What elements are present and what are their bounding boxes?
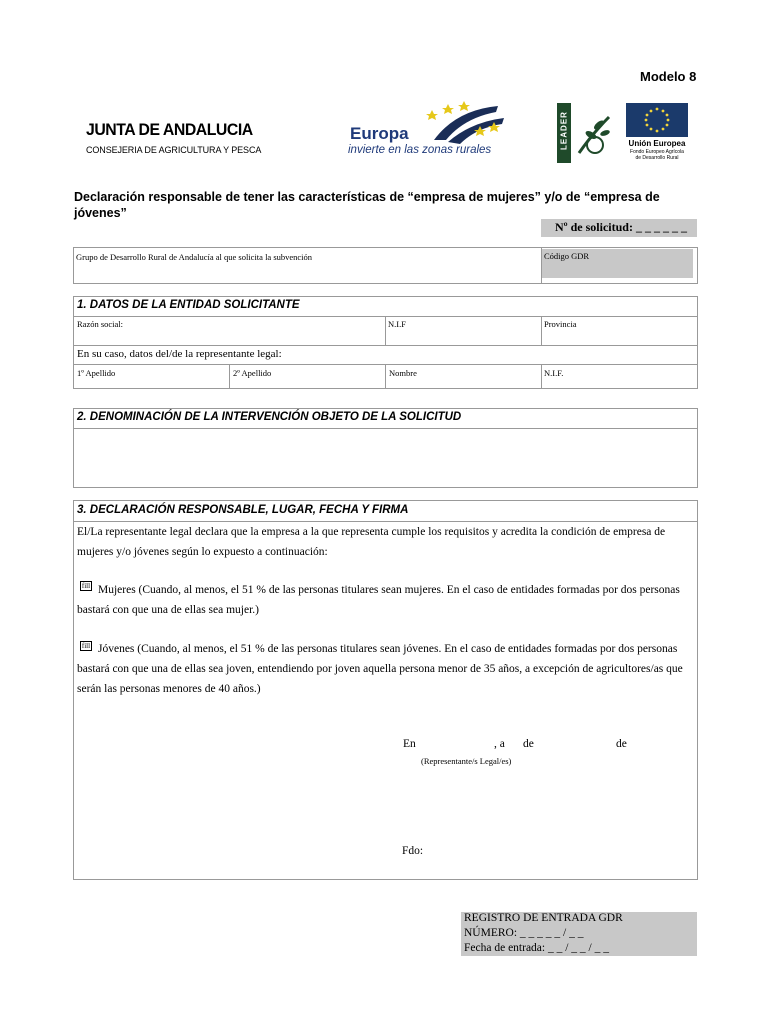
fdo-input[interactable] [430,844,690,860]
grupo-label: Grupo de Desarrollo Rural de Andalucía al que solicita la subvención [76,252,313,262]
provincia-label: Provincia [544,319,577,329]
europa-subtitle: invierte en las zonas rurales [348,144,492,156]
registro-numero: NÚMERO: _ _ _ _ _ / _ _ [464,927,584,939]
lugar-en-label: En [403,738,416,750]
intervencion-input[interactable] [74,429,697,487]
modelo-label: Modelo 8 [640,69,697,84]
section1-title: 1. DATOS DE LA ENTIDAD SOLICITANTE [77,299,300,311]
nif2-label: N.I.F. [544,368,564,378]
europa-logo [346,98,516,160]
ue-line1: Fondo Europeo Agrícola [630,149,684,155]
representante-legal-label: (Representante/s Legal/es) [421,756,512,766]
jovenes-line1: Jóvenes (Cuando, al menos, el 51 % de las personas titulares sean jóvenes. En el caso de entidades formadas por dos personas [98,643,678,655]
document-title-line2: jóvenes” [74,206,127,220]
fecha-de1-label: de [523,738,534,750]
ue-title: Unión Europea [628,139,686,148]
ue-line2: de Desarrollo Rural [635,155,679,161]
razon-social-label: Razón social: [77,319,124,329]
nombre-label: Nombre [389,368,417,378]
nombre-input[interactable] [386,378,540,388]
junta-title: JUNTA DE ANDALUCIA [86,120,253,139]
representante-label: En su caso, datos del/de la representante legal: [77,348,282,360]
apellido2-input[interactable] [230,378,384,388]
registro-title: REGISTRO DE ENTRADA GDR [464,912,623,924]
europa-title: Europa [350,124,409,143]
solicitud-label: Nº de solicitud: _ _ _ _ _ _ [555,220,687,234]
document-title-line1: Declaración responsable de tener las características de “empresa de mujeres” y/o de “empresa de [74,190,660,204]
fecha-de2-label: de [616,738,627,750]
apellido2-label: 2º Apellido [233,368,272,378]
fdo-label: Fdo: [402,845,424,857]
mujeres-line1: Mujeres (Cuando, al menos, el 51 % de las personas titulares sean mujeres. En el caso de entidades formadas por dos personas [98,584,680,596]
firma-area[interactable] [400,775,690,840]
nif2-input[interactable] [542,378,697,388]
jovenes-checkbox[interactable]: fill [81,642,91,650]
grupo-input[interactable] [74,262,540,282]
intro-line2: mujeres y/o jóvenes según lo expuesto a continuación: [77,546,328,558]
jovenes-line2: bastará con que una de ellas sea joven, entendiendo por joven aquella persona menor de 35 años, a excepción de agricultores/as que [77,663,683,675]
registro-fecha: Fecha de entrada: _ _ / _ _ / _ _ [464,942,609,954]
junta-logo [86,120,265,155]
section3-title: 3. DECLARACIÓN RESPONSABLE, LUGAR, FECHA Y FIRMA [77,504,409,516]
section2-title: 2. DENOMINACIÓN DE LA INTERVENCIÓN OBJETO DE LA SOLICITUD [77,411,462,423]
eu-flag-icon [626,103,688,137]
intro-line1: El/La representante legal declara que la empresa a la que representa cumple los requisitos y acredita la condición de empresa de [77,526,666,538]
codigo-label: Código GDR [544,251,590,261]
jovenes-line3: serán las personas menores de 40 años.) [77,683,261,695]
dia-input[interactable] [506,737,522,753]
ue-logo [625,103,689,163]
nif-label: N.I.F [388,319,406,329]
leaf-icon [571,103,616,163]
nif-input[interactable] [386,330,540,344]
leader-logo [557,103,616,163]
junta-subtitle: CONSEJERIA DE AGRICULTURA Y PESCA [86,145,262,155]
mes-input[interactable] [538,737,614,753]
leader-text: LEADER [559,111,569,150]
provincia-input[interactable] [542,330,697,344]
apellido1-input[interactable] [74,378,228,388]
lugar-input[interactable] [420,737,492,753]
mujeres-line2: bastará con que una de ellas sea mujer.) [77,604,260,616]
anio-input[interactable] [631,737,691,753]
razon-social-input[interactable] [74,330,384,344]
apellido1-label: 1º Apellido [77,368,116,378]
mujeres-checkbox[interactable]: fill [81,582,91,590]
fecha-a-label: , a [494,738,505,750]
